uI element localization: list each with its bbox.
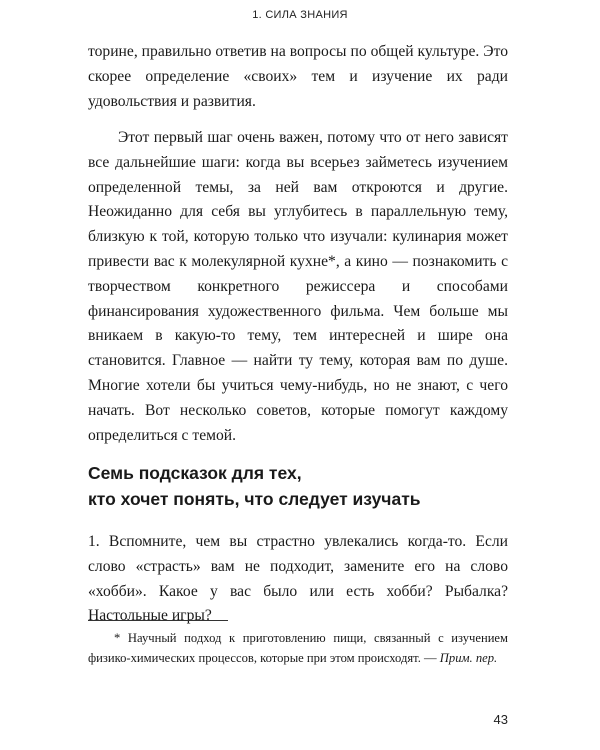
paragraph: торине, правильно ответив на вопросы по общей культуре. Это скорее определение «своих» тем и изучение их ради удовольствия и развития. bbox=[88, 43, 508, 110]
footnote-attribution: Прим. пер. bbox=[439, 651, 498, 665]
paragraph: Этот первый шаг очень важен, потому что от него зависят все дальнейшие шаги: когда вы всерьез займетесь изучением определенной темы, за ней вам откроются и другие. Неожиданно для себя вы углубитесь в параллельную тему, близкую к той, которую только что изучали: кулинария может привести вас к молекулярной кухне*, а кино — познакомить с творчеством конкретного режиссера и способами финансирования художественного фильма. Чем больше мы вникаем в какую-то тему, тем интересней и шире она становится. Главное — найти ту тему, которая вам по душе. Многие хотели бы учиться чему-нибудь, но не знают, с чего начать. Вот несколько советов, которые помогут каждому определиться с темой. bbox=[88, 129, 508, 444]
running-head: 1. СИЛА ЗНАНИЯ bbox=[252, 9, 348, 21]
footnote-divider bbox=[88, 620, 228, 621]
footnote bbox=[88, 628, 508, 668]
page-number: 43 bbox=[493, 712, 508, 727]
section-heading bbox=[88, 460, 508, 512]
footnote-text: * Научный подход к приготовлению пищи, связанный с изучением физико-химических процессов, которые при этом происходят. — bbox=[88, 631, 508, 665]
list-item: 1. Вспомните, чем вы страстно увлекались когда-то. Если слово «страсть» вам не подходит, замените его на слово «хобби». Какое у вас было или есть хобби? Рыбалка? Настольные игры? bbox=[88, 533, 508, 625]
section-heading-line: Семь подсказок для тех, bbox=[88, 463, 302, 483]
section-heading-line: кто хочет понять, что следует изучать bbox=[88, 489, 421, 509]
